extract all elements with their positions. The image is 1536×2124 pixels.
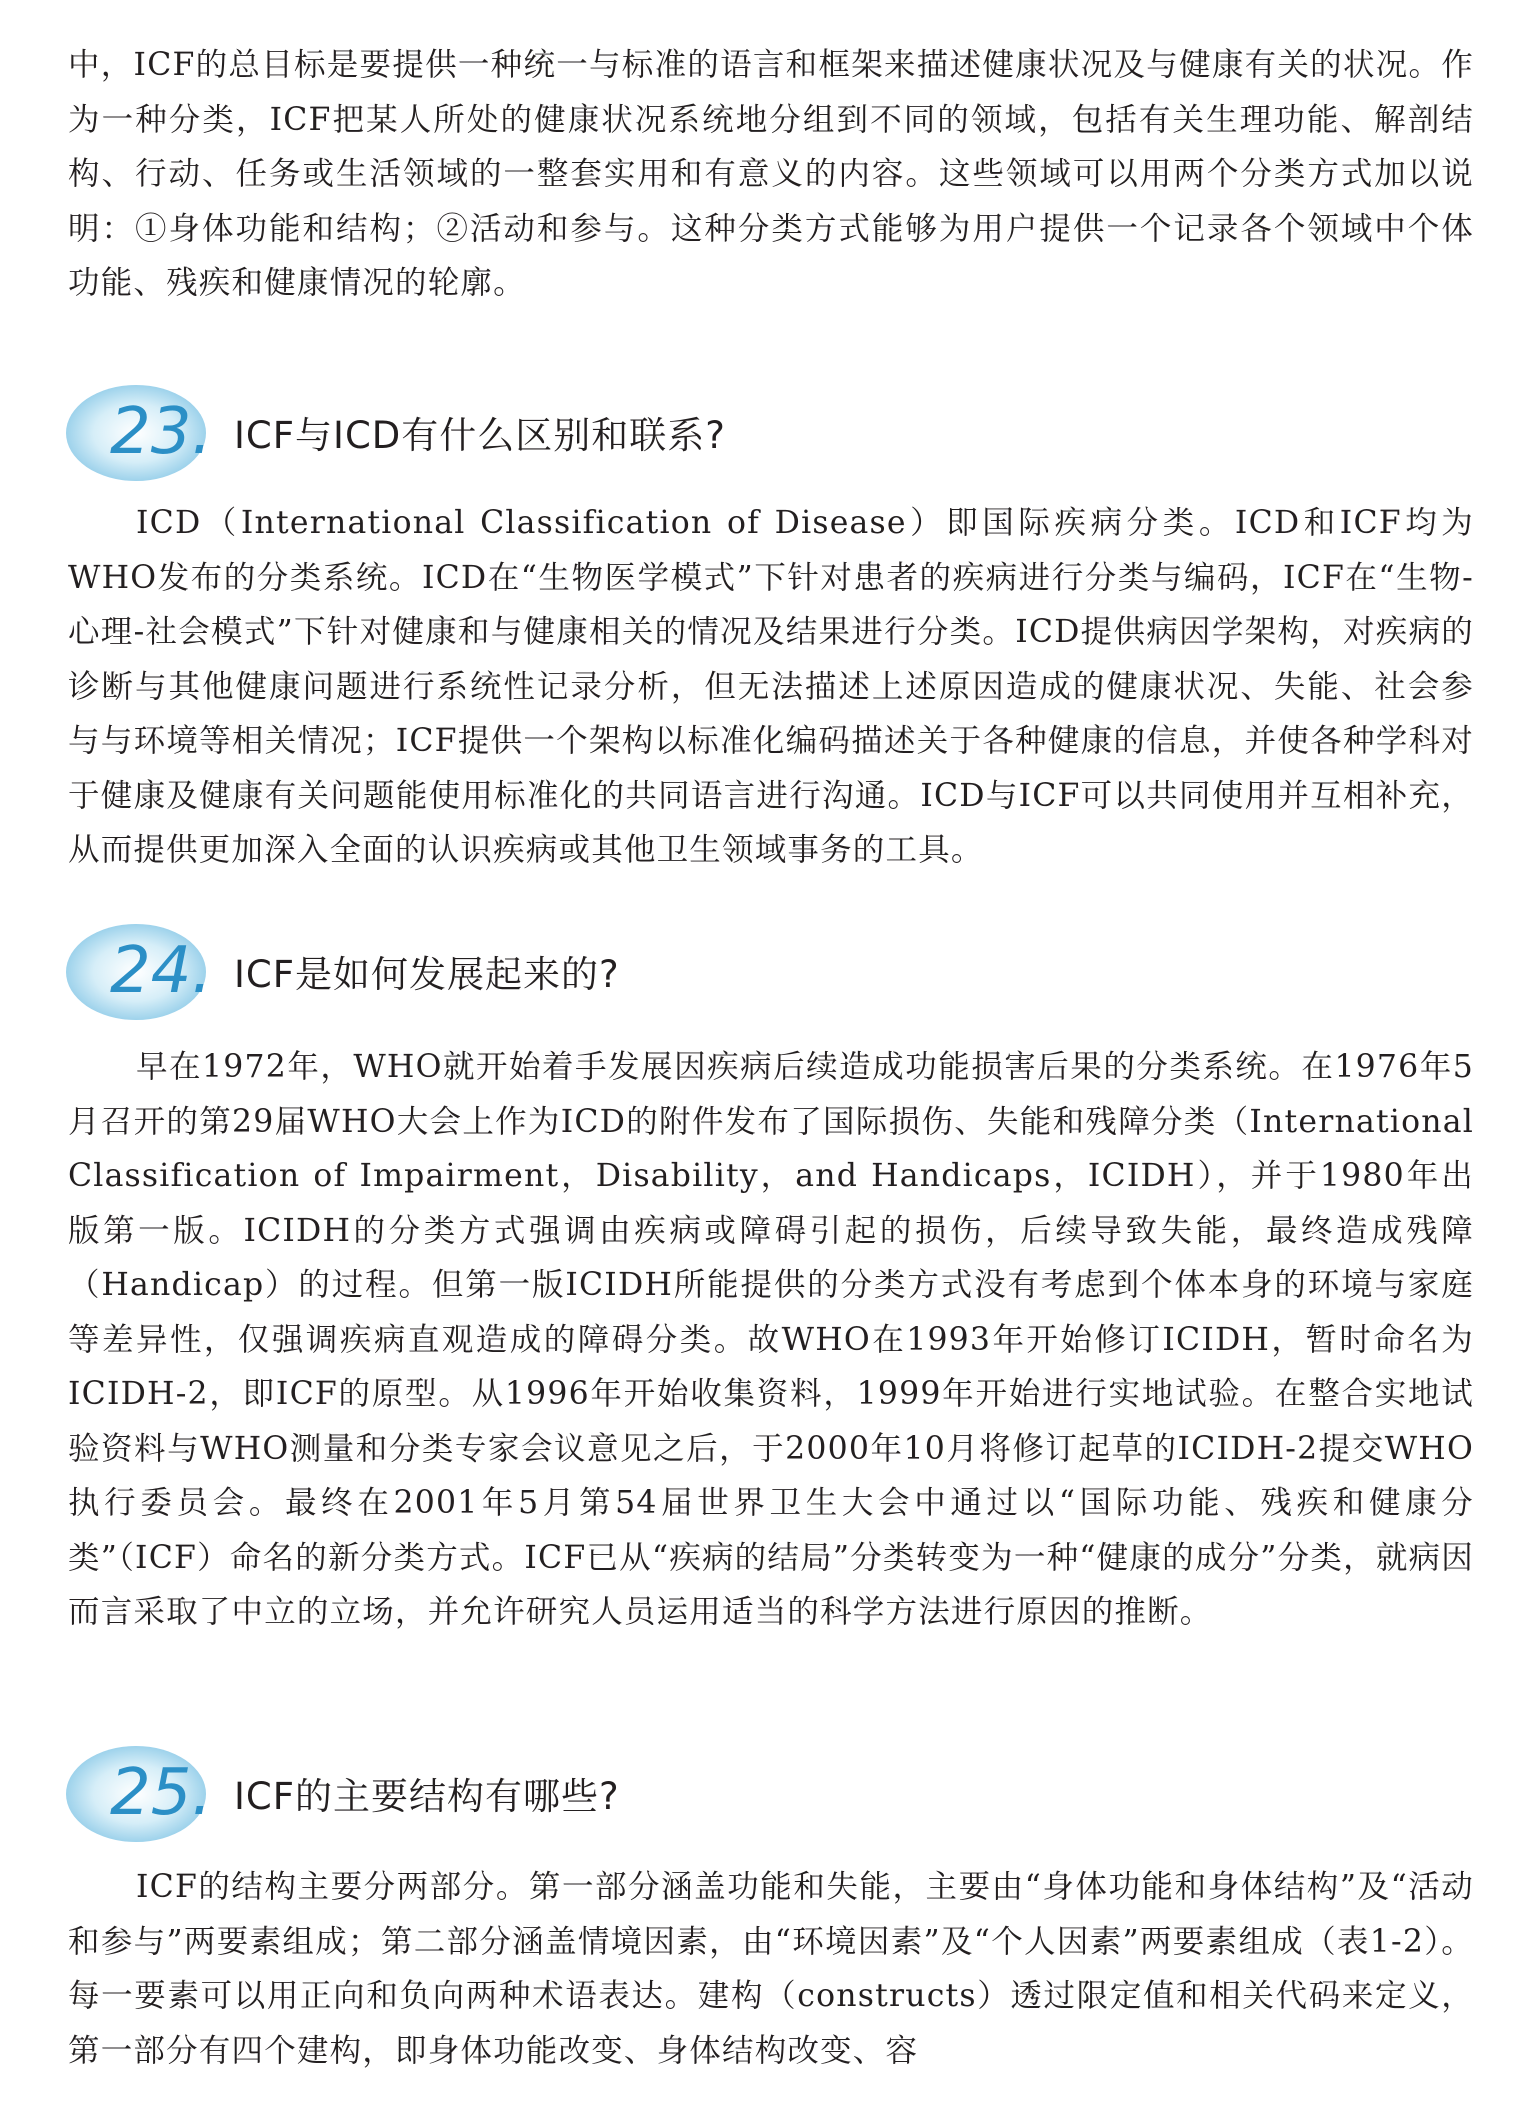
section-number: 24. [110, 934, 212, 1008]
section-number-badge [64, 379, 214, 485]
section-heading-25 [64, 1738, 964, 1848]
section-number: 25. [110, 1756, 212, 1830]
section-heading-24 [64, 916, 964, 1026]
section-title: ICF与ICD有什么区别和联系? [234, 414, 726, 457]
section-body-23: ICD（International Classification of Disease）即国际疾病分类。ICD和ICF均为WHO发布的分类系统。ICD在“生物医学模式”下针对患者的疾病进行分类与编码，ICF在“生物-心理-社会模式”下针对健康和与健康相关的情况及结果进行分类。ICD提供病因学架构，对疾病的诊断与其他健康问题进行系统性记录分析，但无法描述上述原因造成的健康状况、失能、社会参与与环境等相关情况；ICF提供一个架构以标准化编码描述关于各种健康的信息，并使各种学科对于健康及健康有关问题能使用标准化的共同语言进行沟通。ICD与ICF可以共同使用并互相补充，从而提供更加深入全面的认识疾病或其他卫生领域事务的工具。 [68, 505, 1474, 868]
section-number-badge [64, 1740, 214, 1846]
top-paragraph: 中，ICF的总目标是要提供一种统一与标准的语言和框架来描述健康状况及与健康有关的状况。作为一种分类，ICF把某人所处的健康状况系统地分组到不同的领域，包括有关生理功能、解剖结构、行动、任务或生活领域的一整套实用和有意义的内容。这些领域可以用两个分类方式加以说明：①身体功能和结构；②活动和参与。这种分类方式能够为用户提供一个记录各个领域中个体功能、残疾和健康情况的轮廓。 [68, 47, 1474, 301]
section-title: ICF的主要结构有哪些? [234, 1775, 620, 1818]
section-heading-23 [64, 377, 964, 487]
section-body-25: ICF的结构主要分两部分。第一部分涵盖功能和失能，主要由“身体功能和身体结构”及“活动和参与”两要素组成；第二部分涵盖情境因素，由“环境因素”及“个人因素”两要素组成（表1-2）。每一要素可以用正向和负向两种术语表达。建构（constructs）透过限定值和相关代码来定义，第一部分有四个建构，即身体功能改变、身体结构改变、容 [68, 1869, 1474, 2069]
section-number-badge [64, 918, 214, 1024]
section-body-24: 早在1972年，WHO就开始着手发展因疾病后续造成功能损害后果的分类系统。在1976年5月召开的第29届WHO大会上作为ICD的附件发布了国际损伤、失能和残障分类（International Classification of Impairment，Disability，and Handicaps，ICIDH），并于1980年出版第一版。ICIDH的分类方式强调由疾病或障碍引起的损伤，后续导致失能，最终造成残障（Handicap）的过程。但第一版ICIDH所能提供的分类方式没有考虑到个体本身的环境与家庭等差异性，仅强调疾病直观造成的障碍分类。故WHO在1993年开始修订ICIDH，暂时命名为ICIDH-2，即ICF的原型。从1996年开始收集资料，1999年开始进行实地试验。在整合实地试验资料与WHO测量和分类专家会议意见之后，于2000年10月将修订起草的ICIDH-2提交WHO执行委员会。最终在2001年5月第54届世界卫生大会中通过以“国际功能、残疾和健康分类”（ICF）命名的新分类方式。ICF已从“疾病的结局”分类转变为一种“健康的成分”分类，就病因而言采取了中立的立场，并允许研究人员运用适当的科学方法进行原因的推断。 [68, 1049, 1474, 1630]
section-title: ICF是如何发展起来的? [234, 953, 620, 996]
section-number: 23. [110, 395, 212, 469]
